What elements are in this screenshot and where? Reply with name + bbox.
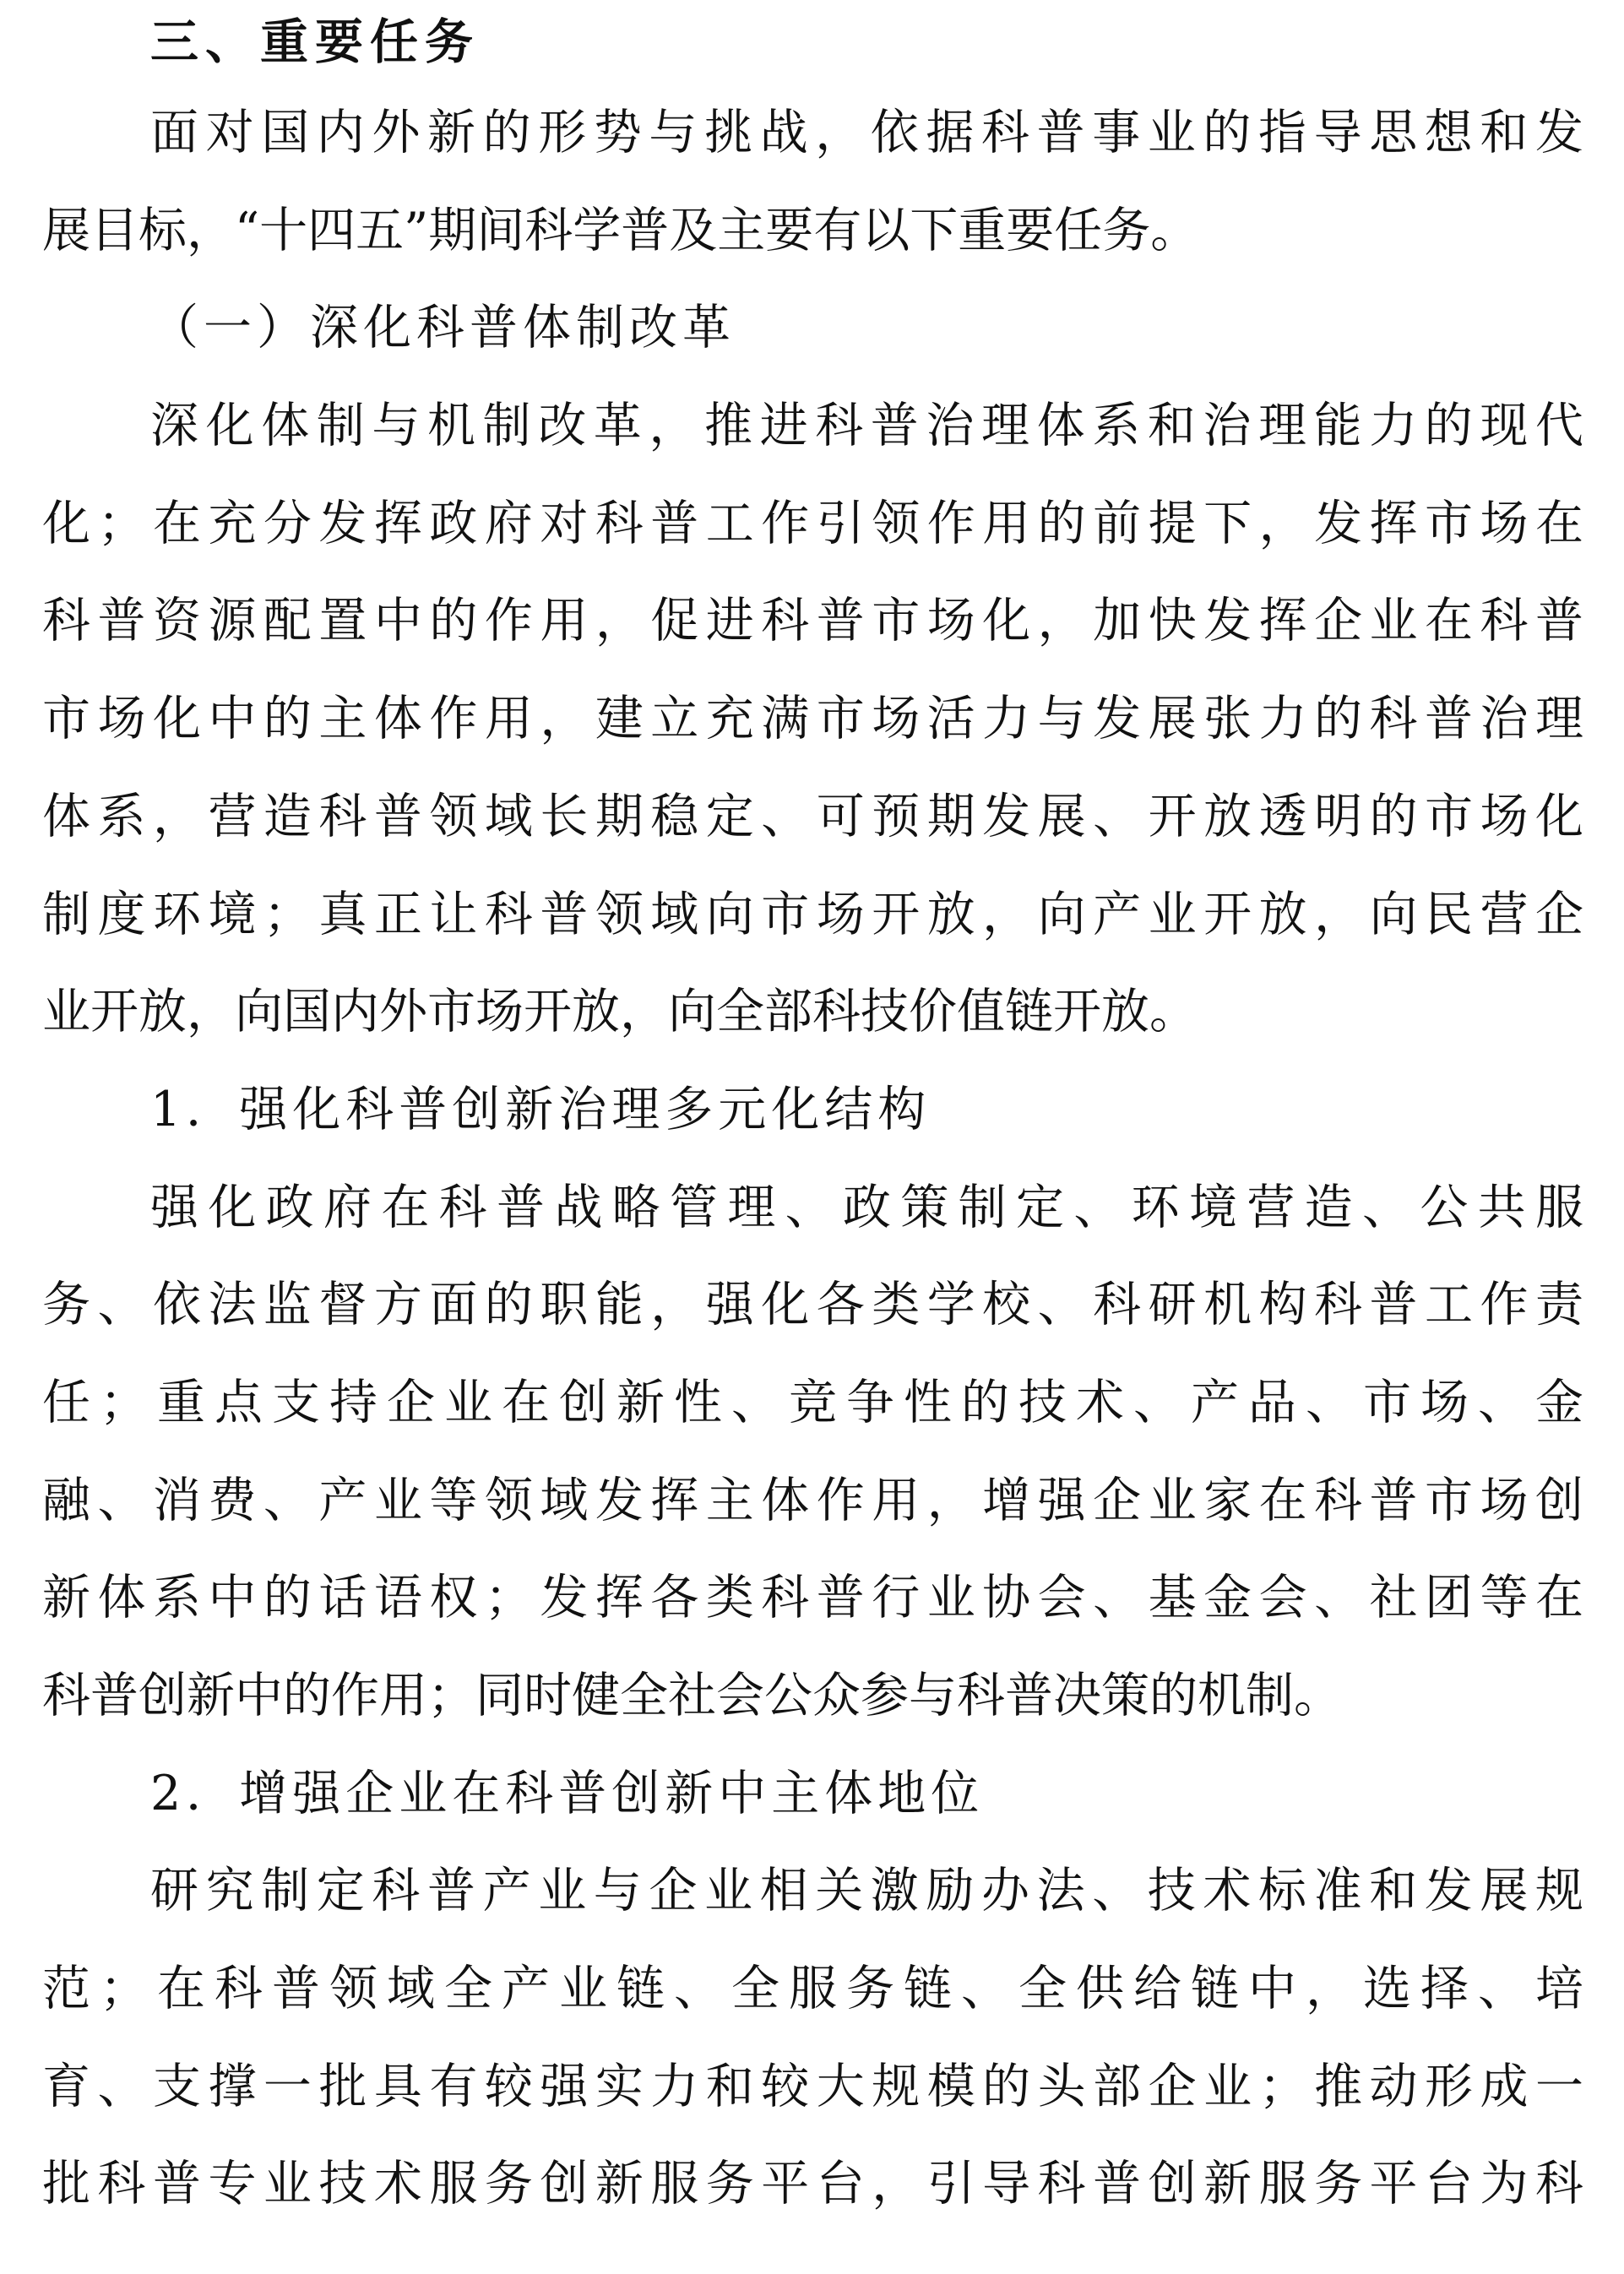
paragraph-line: 范；在科普领域全产业链、全服务链、全供给链中，选择、培: [42, 1961, 1583, 2017]
paragraph-line: 面对国内外新的形势与挑战，依据科普事业的指导思想和发: [150, 105, 1583, 160]
paragraph-line: 展目标，“十四五”期间科学普及主要有以下重要任务。: [42, 202, 1199, 258]
paragraph-line: 化；在充分发挥政府对科普工作引领作用的前提下，发挥市场在: [42, 495, 1583, 551]
section-heading: 三、重要任务: [150, 14, 480, 70]
paragraph-line: 务、依法监督方面的职能，强化各类学校、科研机构科普工作责: [42, 1277, 1583, 1333]
paragraph-line: 业开放，向国内外市场开放，向全部科技价值链开放。: [42, 984, 1198, 1040]
paragraph-line: 任；重点支持企业在创新性、竞争性的技术、产品、市场、金: [42, 1374, 1583, 1430]
paragraph-line: 批科普专业技术服务创新服务平台，引导科普创新服务平台为科: [42, 2156, 1583, 2212]
paragraph-line: 育、支撑一批具有较强实力和较大规模的头部企业；推动形成一: [42, 2058, 1583, 2114]
subsection-paragraph: [42, 377, 1583, 1061]
item-paragraph: [42, 1843, 1583, 2233]
item-heading: 2．增强企业在科普创新中主体地位: [150, 1765, 985, 1821]
document-page: [42, 0, 1583, 2233]
paragraph-line: 强化政府在科普战略管理、政策制定、环境营造、公共服: [150, 1179, 1583, 1235]
subsection-heading: （一）深化科普体制改革: [150, 300, 736, 356]
item-heading: 1．强化科普创新治理多元化结构: [150, 1081, 931, 1137]
paragraph-line: 体系，营造科普领域长期稳定、可预期发展、开放透明的市场化: [42, 788, 1583, 844]
paragraph-line: 研究制定科普产业与企业相关激励办法、技术标准和发展规: [150, 1863, 1583, 1919]
item-paragraph: [42, 1159, 1583, 1745]
paragraph-line: 新体系中的话语权；发挥各类科普行业协会、基金会、社团等在: [42, 1570, 1583, 1626]
paragraph-line: 科普创新中的作用；同时健全社会公众参与科普决策的机制。: [42, 1668, 1342, 1723]
paragraph-line: 融、消费、产业等领域发挥主体作用，增强企业家在科普市场创: [42, 1472, 1583, 1528]
paragraph-line: 深化体制与机制改革，推进科普治理体系和治理能力的现代: [150, 398, 1583, 454]
intro-paragraph: [42, 84, 1583, 280]
paragraph-line: 市场化中的主体作用，建立充满市场活力与发展张力的科普治理: [42, 691, 1583, 747]
paragraph-line: 制度环境；真正让科普领域向市场开放，向产业开放，向民营企: [42, 886, 1583, 942]
paragraph-line: 科普资源配置中的作用，促进科普市场化，加快发挥企业在科普: [42, 593, 1583, 649]
